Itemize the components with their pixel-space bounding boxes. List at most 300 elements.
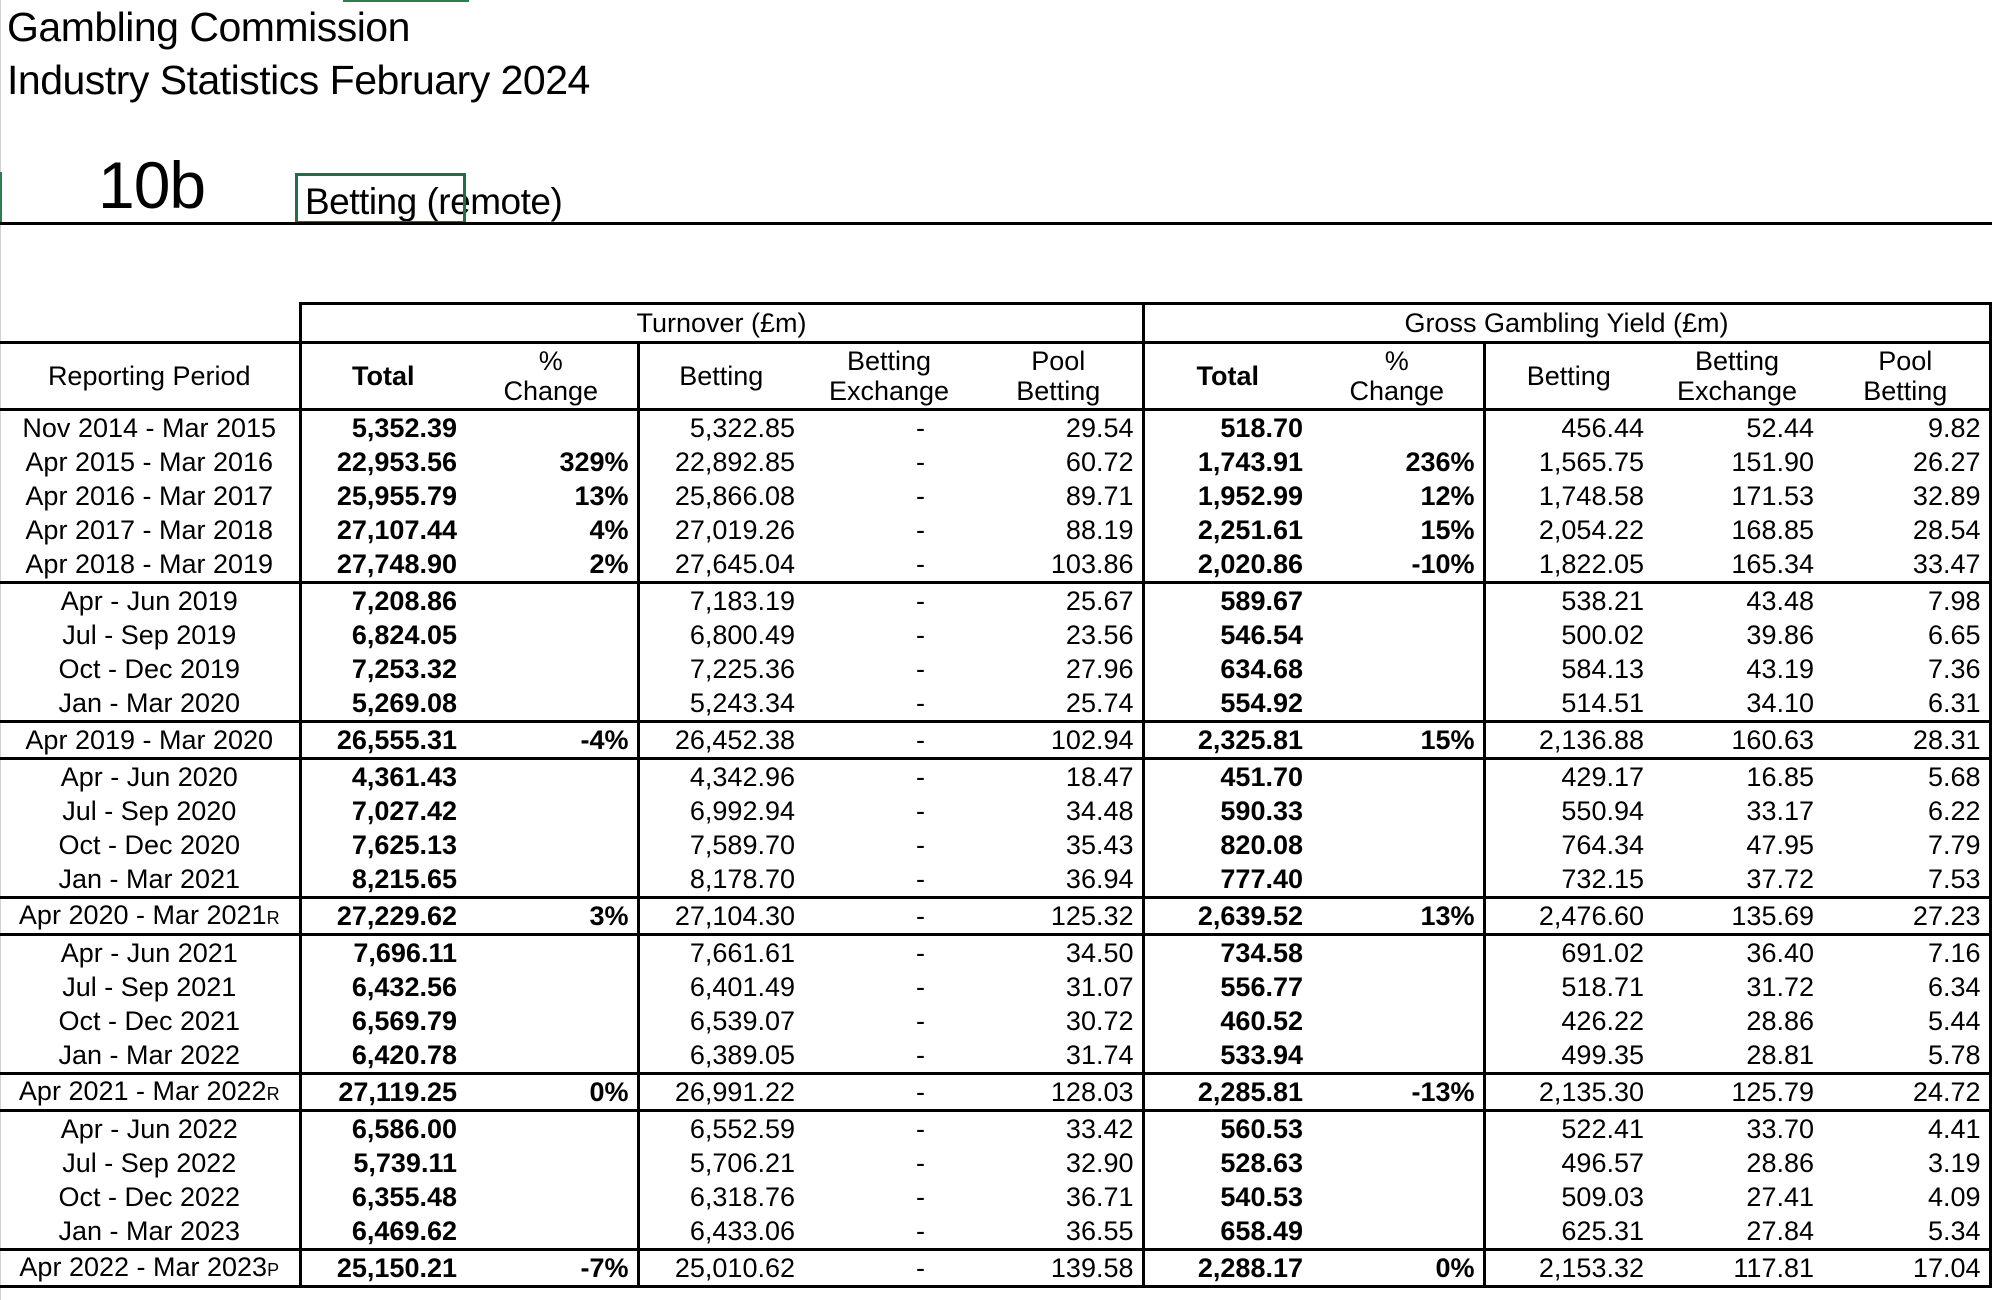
turnover-pct-cell[interactable] [465, 1038, 638, 1074]
ggy-betting-cell[interactable]: 522.41 [1484, 1111, 1652, 1147]
turnover-total-cell[interactable]: 22,953.56 [300, 445, 465, 479]
turnover-exchange-cell[interactable]: - [803, 759, 975, 795]
period-cell[interactable]: Apr - Jun 2021 [0, 935, 300, 971]
turnover-pool-cell[interactable]: 23.56 [975, 618, 1143, 652]
ggy-pool-cell[interactable]: 26.27 [1822, 445, 1990, 479]
turnover-pool-cell[interactable]: 27.96 [975, 652, 1143, 686]
ggy-exchange-cell[interactable]: 34.10 [1746, 688, 1814, 718]
ggy-exchange-header: Betting Exchange [1652, 343, 1822, 410]
ggy-total-cell[interactable]: 460.52 [1220, 1006, 1303, 1036]
turnover-betting-cell[interactable]: 5,706.21 [689, 1148, 795, 1178]
period-cell[interactable]: Jul - Sep 2021 [62, 972, 237, 1002]
ggy-total-cell[interactable]: 546.54 [1220, 620, 1303, 650]
ggy-pct-cell[interactable] [1311, 1180, 1484, 1214]
turnover-pct-cell[interactable]: 0% [465, 1074, 638, 1111]
turnover-exchange-cell[interactable]: - [803, 1250, 975, 1287]
turnover-pct-cell[interactable]: 329% [465, 445, 638, 479]
table-row [0, 828, 1990, 862]
period-cell[interactable]: Apr 2015 - Mar 2016 [25, 447, 274, 477]
ggy-pool-cell[interactable]: 4.41 [1822, 1111, 1990, 1147]
ggy-exchange-cell[interactable]: 39.86 [1746, 620, 1814, 650]
turnover-pct-cell[interactable]: 3% [465, 898, 638, 935]
turnover-pct-cell[interactable] [465, 652, 638, 686]
ggy-pct-cell[interactable]: -13% [1311, 1074, 1484, 1111]
turnover-pct-cell[interactable]: -7% [465, 1250, 638, 1287]
turnover-total-cell[interactable]: 6,355.48 [300, 1180, 465, 1214]
group-header-row [0, 304, 1990, 343]
turnover-pool-cell[interactable]: 34.50 [975, 935, 1143, 971]
ggy-pool-cell[interactable]: 7.98 [1822, 583, 1990, 619]
turnover-betting-cell[interactable]: 7,589.70 [689, 830, 795, 860]
table-row [0, 1146, 1990, 1180]
ggy-exchange-cell[interactable]: 135.69 [1652, 898, 1822, 935]
turnover-exchange-cell[interactable]: - [803, 1074, 975, 1111]
period-cell[interactable]: Oct - Dec 2022 [58, 1182, 241, 1212]
period-cell[interactable]: Jan - Mar 2022 [58, 1040, 241, 1070]
turnover-betting-cell[interactable]: 22,892.85 [674, 447, 795, 477]
turnover-pool-cell[interactable]: 36.71 [975, 1180, 1143, 1214]
turnover-total-cell[interactable]: 6,586.00 [300, 1111, 465, 1147]
turnover-betting-cell[interactable]: 6,433.06 [689, 1216, 795, 1246]
turnover-total-cell[interactable]: 7,696.11 [300, 935, 465, 971]
ggy-total-cell[interactable]: 820.08 [1220, 830, 1303, 860]
ggy-exchange-cell[interactable]: 36.40 [1652, 935, 1822, 971]
table-row [0, 722, 1990, 759]
turnover-pct-cell[interactable] [465, 1111, 638, 1147]
ggy-pct-cell[interactable]: 236% [1311, 445, 1484, 479]
turnover-pct-cell[interactable] [465, 828, 638, 862]
table-row [0, 759, 1990, 795]
period-cell[interactable]: Jul - Sep 2020 [62, 796, 237, 826]
turnover-pool-cell[interactable]: 35.43 [975, 828, 1143, 862]
ggy-betting-cell[interactable]: 584.13 [1561, 654, 1644, 684]
ggy-pct-cell[interactable]: 15% [1311, 513, 1484, 547]
ggy-pool-cell[interactable]: 32.89 [1822, 479, 1990, 513]
ggy-exchange-cell[interactable]: 27.84 [1746, 1216, 1814, 1246]
turnover-total-cell[interactable]: 6,432.56 [300, 970, 465, 1004]
ggy-exchange-cell[interactable]: 31.72 [1746, 972, 1814, 1002]
group-header-blank [0, 304, 300, 343]
turnover-pct-cell[interactable] [465, 410, 638, 446]
ggy-betting-cell[interactable]: 2,153.32 [1484, 1250, 1652, 1287]
ggy-pct-cell[interactable] [1311, 970, 1484, 1004]
ggy-pct-cell[interactable] [1311, 828, 1484, 862]
ggy-total-cell[interactable]: 556.77 [1220, 972, 1303, 1002]
turnover-exchange-cell[interactable]: - [916, 972, 925, 1002]
turnover-total-cell[interactable]: 5,352.39 [300, 410, 465, 446]
ggy-betting-cell[interactable]: 1,822.05 [1538, 549, 1644, 579]
turnover-total-header: Total [300, 343, 465, 410]
table-row [0, 970, 1990, 1004]
ggy-betting-cell[interactable]: 1,565.75 [1538, 447, 1644, 477]
turnover-total-cell[interactable]: 6,420.78 [300, 1038, 465, 1074]
period-cell[interactable]: Apr 2021 - Mar 2022R [0, 1074, 300, 1111]
ggy-exchange-cell[interactable]: 125.79 [1652, 1074, 1822, 1111]
selected-cell-outline[interactable] [295, 173, 466, 224]
ggy-betting-cell[interactable]: 691.02 [1484, 935, 1652, 971]
ggy-betting-cell[interactable]: 538.21 [1484, 583, 1652, 619]
ggy-betting-cell[interactable]: 732.15 [1561, 864, 1644, 894]
ggy-pct-cell[interactable]: -10% [1311, 547, 1484, 583]
period-cell[interactable]: Apr 2017 - Mar 2018 [25, 515, 274, 545]
ggy-pct-cell[interactable] [1311, 862, 1484, 898]
ggy-pool-cell[interactable]: 6.22 [1822, 794, 1990, 828]
ggy-pool-cell[interactable]: 7.53 [1822, 862, 1990, 898]
turnover-exchange-cell[interactable]: - [916, 796, 925, 826]
period-cell[interactable]: Apr 2018 - Mar 2019 [25, 549, 274, 579]
turnover-pool-cell[interactable]: 34.48 [975, 794, 1143, 828]
turnover-pool-cell[interactable]: 33.42 [975, 1111, 1143, 1147]
ggy-betting-cell[interactable]: 2,136.88 [1484, 722, 1652, 759]
ggy-pct-cell[interactable] [1311, 583, 1484, 619]
period-cell[interactable]: Apr 2019 - Mar 2020 [0, 722, 300, 759]
period-cell[interactable]: Apr 2016 - Mar 2017 [25, 481, 274, 511]
turnover-pct-cell[interactable] [465, 759, 638, 795]
ggy-total-cell[interactable]: 1,743.91 [1197, 447, 1303, 477]
period-cell[interactable]: Jul - Sep 2022 [62, 1148, 237, 1178]
ggy-total-cell[interactable]: 658.49 [1220, 1216, 1303, 1246]
ggy-pct-cell[interactable] [1311, 410, 1484, 446]
turnover-exchange-cell[interactable]: - [916, 1182, 925, 1212]
ggy-exchange-cell[interactable]: 47.95 [1746, 830, 1814, 860]
turnover-betting-cell[interactable]: 8,178.70 [689, 864, 795, 894]
turnover-exchange-cell[interactable]: - [916, 1216, 925, 1246]
turnover-betting-cell[interactable]: 27,104.30 [638, 898, 803, 935]
ggy-exchange-cell[interactable]: 28.86 [1746, 1006, 1814, 1036]
turnover-betting-cell[interactable]: 6,401.49 [689, 972, 795, 1002]
turnover-pool-cell[interactable]: 103.86 [975, 547, 1143, 583]
period-cell[interactable]: Jul - Sep 2019 [62, 620, 237, 650]
turnover-exchange-cell[interactable]: - [916, 1006, 925, 1036]
turnover-exchange-cell[interactable]: - [916, 515, 925, 545]
ggy-pct-cell[interactable]: 12% [1311, 479, 1484, 513]
table-row [0, 898, 1990, 935]
section-title: Betting (remote) [305, 181, 563, 222]
turnover-total-cell[interactable]: 5,269.08 [300, 686, 465, 722]
ggy-pct-cell[interactable] [1311, 1038, 1484, 1074]
ggy-total-cell[interactable]: 734.58 [1143, 935, 1311, 971]
turnover-betting-cell[interactable]: 5,243.34 [689, 688, 795, 718]
turnover-pct-cell[interactable] [465, 686, 638, 722]
period-cell[interactable]: Jan - Mar 2023 [58, 1216, 241, 1246]
turnover-betting-cell[interactable]: 7,183.19 [638, 583, 803, 619]
turnover-exchange-cell[interactable]: - [803, 1111, 975, 1147]
ggy-pool-cell[interactable]: 4.09 [1822, 1180, 1990, 1214]
turnover-pct-cell[interactable] [465, 583, 638, 619]
ggy-pct-cell[interactable]: 15% [1311, 722, 1484, 759]
period-cell[interactable]: Oct - Dec 2019 [58, 654, 241, 684]
column-header-highlight [343, 0, 469, 2]
ggy-exchange-cell[interactable]: 43.19 [1746, 654, 1814, 684]
ggy-total-cell[interactable]: 589.67 [1143, 583, 1311, 619]
table-code: 10b [98, 148, 206, 222]
turnover-exchange-cell[interactable]: - [803, 583, 975, 619]
turnover-exchange-cell[interactable]: - [916, 620, 925, 650]
period-cell[interactable]: Oct - Dec 2021 [58, 1006, 241, 1036]
turnover-betting-cell[interactable]: 7,225.36 [689, 654, 795, 684]
period-cell[interactable]: Apr 2022 - Mar 2023P [0, 1250, 300, 1287]
ggy-pool-cell[interactable]: 9.82 [1822, 410, 1990, 446]
ggy-pct-cell[interactable] [1311, 1004, 1484, 1038]
turnover-betting-cell[interactable]: 25,010.62 [638, 1250, 803, 1287]
turnover-total-cell[interactable]: 25,150.21 [300, 1250, 465, 1287]
turnover-exchange-cell[interactable]: - [916, 1040, 925, 1070]
ggy-pool-cell[interactable]: 24.72 [1822, 1074, 1990, 1111]
turnover-exchange-cell[interactable]: - [916, 830, 925, 860]
ggy-exchange-cell[interactable]: 33.17 [1746, 796, 1814, 826]
turnover-betting-cell[interactable]: 6,552.59 [638, 1111, 803, 1147]
ggy-exchange-cell[interactable]: 27.41 [1746, 1182, 1814, 1212]
turnover-total-cell[interactable]: 7,625.13 [300, 828, 465, 862]
table-row [0, 1180, 1990, 1214]
table-row [0, 1004, 1990, 1038]
ggy-pool-cell[interactable]: 33.47 [1822, 547, 1990, 583]
ggy-pool-cell[interactable]: 6.34 [1822, 970, 1990, 1004]
turnover-pool-cell[interactable]: 25.74 [975, 686, 1143, 722]
ggy-total-cell[interactable]: 1,952.99 [1197, 481, 1303, 511]
turnover-pool-cell[interactable]: 31.07 [975, 970, 1143, 1004]
ggy-total-cell[interactable]: 2,325.81 [1143, 722, 1311, 759]
ggy-pool-cell[interactable]: 7.36 [1822, 652, 1990, 686]
turnover-betting-cell[interactable]: 6,389.05 [689, 1040, 795, 1070]
turnover-pool-cell[interactable]: 36.55 [975, 1214, 1143, 1250]
turnover-betting-cell[interactable]: 6,800.49 [689, 620, 795, 650]
ggy-total-cell[interactable]: 2,251.61 [1197, 515, 1303, 545]
turnover-total-cell[interactable]: 6,469.62 [300, 1214, 465, 1250]
ggy-pct-cell[interactable] [1311, 1146, 1484, 1180]
turnover-total-cell[interactable]: 7,253.32 [300, 652, 465, 686]
turnover-total-cell[interactable]: 6,569.79 [300, 1004, 465, 1038]
turnover-total-cell[interactable]: 27,107.44 [300, 513, 465, 547]
turnover-pool-cell[interactable]: 32.90 [975, 1146, 1143, 1180]
ggy-exchange-cell[interactable]: 33.70 [1652, 1111, 1822, 1147]
table-body [0, 410, 1990, 1287]
ggy-pool-cell[interactable]: 5.68 [1822, 759, 1990, 795]
turnover-betting-cell[interactable]: 7,661.61 [638, 935, 803, 971]
ggy-betting-cell[interactable]: 625.31 [1561, 1216, 1644, 1246]
table-row [0, 479, 1990, 513]
turnover-betting-cell[interactable]: 5,322.85 [689, 413, 795, 443]
turnover-betting-cell[interactable]: 4,342.96 [638, 759, 803, 795]
ggy-total-cell[interactable]: 451.70 [1143, 759, 1311, 795]
ggy-exchange-cell[interactable]: 151.90 [1731, 447, 1814, 477]
turnover-pool-cell[interactable]: 102.94 [975, 722, 1143, 759]
ggy-pool-header: Pool Betting [1822, 343, 1990, 410]
ggy-pct-cell[interactable]: 0% [1311, 1250, 1484, 1287]
turnover-exchange-cell[interactable]: - [803, 722, 975, 759]
turnover-pct-cell[interactable]: 4% [465, 513, 638, 547]
turnover-pool-cell[interactable]: 89.71 [975, 479, 1143, 513]
ggy-pool-cell[interactable]: 6.65 [1822, 618, 1990, 652]
ggy-betting-cell[interactable]: 1,748.58 [1538, 481, 1644, 511]
period-cell[interactable]: Apr - Jun 2020 [0, 759, 300, 795]
turnover-pct-cell[interactable] [465, 618, 638, 652]
ggy-total-cell[interactable]: 533.94 [1220, 1040, 1303, 1070]
ggy-total-cell[interactable]: 528.63 [1220, 1148, 1303, 1178]
ggy-pool-cell[interactable]: 5.78 [1822, 1038, 1990, 1074]
ggy-pool-cell[interactable]: 6.31 [1822, 686, 1990, 722]
ggy-total-cell[interactable]: 2,285.81 [1143, 1074, 1311, 1111]
turnover-betting-cell[interactable]: 6,992.94 [689, 796, 795, 826]
ggy-pct-cell[interactable] [1311, 652, 1484, 686]
turnover-pct-cell[interactable]: 13% [465, 479, 638, 513]
ggy-betting-cell[interactable]: 496.57 [1561, 1148, 1644, 1178]
ggy-pool-cell[interactable]: 3.19 [1822, 1146, 1990, 1180]
turnover-pct-cell[interactable] [465, 1004, 638, 1038]
ggy-exchange-cell[interactable]: 43.48 [1652, 583, 1822, 619]
ggy-betting-cell[interactable]: 2,135.30 [1484, 1074, 1652, 1111]
turnover-pool-cell[interactable]: 128.03 [975, 1074, 1143, 1111]
ggy-pct-cell[interactable] [1311, 935, 1484, 971]
turnover-exchange-cell[interactable]: - [916, 688, 925, 718]
ggy-betting-cell[interactable]: 2,476.60 [1484, 898, 1652, 935]
ggy-pct-cell[interactable] [1311, 1111, 1484, 1147]
turnover-pool-cell[interactable]: 25.67 [975, 583, 1143, 619]
turnover-pct-cell[interactable]: -4% [465, 722, 638, 759]
turnover-exchange-cell[interactable]: - [916, 413, 925, 443]
turnover-exchange-cell[interactable]: - [916, 654, 925, 684]
turnover-betting-cell[interactable]: 27,019.26 [674, 515, 795, 545]
ggy-exchange-cell[interactable]: 117.81 [1652, 1250, 1822, 1287]
ggy-exchange-cell[interactable]: 28.86 [1746, 1148, 1814, 1178]
turnover-total-cell[interactable]: 8,215.65 [300, 862, 465, 898]
turnover-pool-cell[interactable]: 29.54 [975, 410, 1143, 446]
turnover-total-cell[interactable]: 5,739.11 [300, 1146, 465, 1180]
period-cell[interactable]: Jan - Mar 2021 [58, 864, 241, 894]
ggy-exchange-cell[interactable]: 28.81 [1746, 1040, 1814, 1070]
period-cell[interactable]: Jan - Mar 2020 [58, 688, 241, 718]
turnover-pct-cell[interactable]: 2% [465, 547, 638, 583]
turnover-exchange-cell[interactable]: - [803, 898, 975, 935]
revision-flag: R [266, 907, 280, 928]
ggy-total-cell[interactable]: 634.68 [1220, 654, 1303, 684]
ggy-pool-cell[interactable]: 5.34 [1822, 1214, 1990, 1250]
turnover-pool-cell[interactable]: 31.74 [975, 1038, 1143, 1074]
turnover-pool-cell[interactable]: 18.47 [975, 759, 1143, 795]
turnover-pool-cell[interactable]: 125.32 [975, 898, 1143, 935]
ggy-total-cell[interactable]: 518.70 [1220, 413, 1303, 443]
ggy-betting-cell[interactable]: 429.17 [1484, 759, 1652, 795]
turnover-betting-cell[interactable]: 26,991.22 [638, 1074, 803, 1111]
turnover-exchange-cell[interactable]: - [916, 864, 925, 894]
period-cell[interactable]: Apr 2020 - Mar 2021R [0, 898, 300, 935]
ggy-total-cell[interactable]: 554.92 [1220, 688, 1303, 718]
turnover-betting-cell[interactable]: 6,318.76 [689, 1182, 795, 1212]
turnover-pct-cell[interactable] [465, 862, 638, 898]
turnover-pool-cell[interactable]: 30.72 [975, 1004, 1143, 1038]
turnover-pct-cell[interactable] [465, 1146, 638, 1180]
ggy-betting-cell[interactable]: 456.44 [1561, 413, 1644, 443]
ggy-exchange-cell[interactable]: 160.63 [1652, 722, 1822, 759]
ggy-betting-cell[interactable]: 426.22 [1561, 1006, 1644, 1036]
ggy-exchange-cell[interactable]: 37.72 [1746, 864, 1814, 894]
turnover-pct-cell[interactable] [465, 1214, 638, 1250]
turnover-betting-cell[interactable]: 6,539.07 [689, 1006, 795, 1036]
turnover-exchange-cell[interactable]: - [803, 935, 975, 971]
turnover-pct-header: % Change [465, 343, 638, 410]
turnover-exchange-cell[interactable]: - [916, 481, 925, 511]
table-row [0, 513, 1990, 547]
turnover-total-cell[interactable]: 6,824.05 [300, 618, 465, 652]
turnover-pct-cell[interactable] [465, 970, 638, 1004]
turnover-total-cell[interactable]: 4,361.43 [300, 759, 465, 795]
period-cell[interactable]: Apr - Jun 2019 [0, 583, 300, 619]
ggy-pct-cell[interactable]: 13% [1311, 898, 1484, 935]
ggy-exchange-cell[interactable]: 168.85 [1731, 515, 1814, 545]
table-row [0, 1214, 1990, 1250]
ggy-pool-cell[interactable]: 28.31 [1822, 722, 1990, 759]
ggy-total-cell[interactable]: 777.40 [1220, 864, 1303, 894]
period-cell[interactable]: Nov 2014 - Mar 2015 [22, 413, 277, 443]
turnover-total-cell[interactable]: 7,208.86 [300, 583, 465, 619]
turnover-pool-cell[interactable]: 139.58 [975, 1250, 1143, 1287]
turnover-betting-cell[interactable]: 27,645.04 [674, 549, 795, 579]
ggy-total-cell[interactable]: 590.33 [1220, 796, 1303, 826]
ggy-pool-cell[interactable]: 17.04 [1822, 1250, 1990, 1287]
ggy-betting-cell[interactable]: 509.03 [1561, 1182, 1644, 1212]
ggy-betting-cell[interactable]: 764.34 [1561, 830, 1644, 860]
ggy-pct-cell[interactable] [1311, 686, 1484, 722]
turnover-pct-cell[interactable] [465, 935, 638, 971]
ggy-betting-cell[interactable]: 514.51 [1561, 688, 1644, 718]
turnover-total-cell[interactable]: 27,229.62 [300, 898, 465, 935]
ggy-pct-cell[interactable] [1311, 618, 1484, 652]
table-row [0, 547, 1990, 583]
ggy-total-cell[interactable]: 2,288.17 [1143, 1250, 1311, 1287]
ggy-exchange-cell[interactable]: 16.85 [1652, 759, 1822, 795]
ggy-betting-cell[interactable]: 518.71 [1561, 972, 1644, 1002]
turnover-pct-cell[interactable] [465, 1180, 638, 1214]
turnover-exchange-cell[interactable]: - [916, 1148, 925, 1178]
ggy-betting-cell[interactable]: 499.35 [1561, 1040, 1644, 1070]
turnover-pool-cell[interactable]: 88.19 [975, 513, 1143, 547]
ggy-exchange-cell[interactable]: 52.44 [1746, 413, 1814, 443]
period-cell[interactable]: Apr - Jun 2022 [0, 1111, 300, 1147]
ggy-pct-cell[interactable] [1311, 759, 1484, 795]
ggy-pool-cell[interactable]: 5.44 [1822, 1004, 1990, 1038]
turnover-pool-cell[interactable]: 36.94 [975, 862, 1143, 898]
ggy-exchange-cell[interactable]: 171.53 [1731, 481, 1814, 511]
turnover-exchange-cell[interactable]: - [916, 549, 925, 579]
ggy-exchange-cell[interactable]: 165.34 [1731, 549, 1814, 579]
turnover-total-cell[interactable]: 26,555.31 [300, 722, 465, 759]
period-cell[interactable]: Oct - Dec 2020 [58, 830, 241, 860]
ggy-total-cell[interactable]: 2,020.86 [1197, 549, 1303, 579]
ggy-total-cell[interactable]: 560.53 [1143, 1111, 1311, 1147]
ggy-pool-cell[interactable]: 7.79 [1822, 828, 1990, 862]
ggy-betting-cell[interactable]: 500.02 [1561, 620, 1644, 650]
turnover-betting-cell[interactable]: 26,452.38 [638, 722, 803, 759]
turnover-total-cell[interactable]: 27,748.90 [300, 547, 465, 583]
ggy-total-cell[interactable]: 540.53 [1220, 1182, 1303, 1212]
ggy-betting-cell[interactable]: 2,054.22 [1538, 515, 1644, 545]
ggy-betting-cell[interactable]: 550.94 [1561, 796, 1644, 826]
ggy-pool-cell[interactable]: 7.16 [1822, 935, 1990, 971]
ggy-group-header: Gross Gambling Yield (£m) [1143, 304, 1990, 343]
ggy-total-cell[interactable]: 2,639.52 [1143, 898, 1311, 935]
ggy-pct-cell[interactable] [1311, 1214, 1484, 1250]
turnover-total-cell[interactable]: 25,955.79 [300, 479, 465, 513]
turnover-total-cell[interactable]: 27,119.25 [300, 1074, 465, 1111]
ggy-pct-cell[interactable] [1311, 794, 1484, 828]
ggy-pool-cell[interactable]: 28.54 [1822, 513, 1990, 547]
turnover-pool-cell[interactable]: 60.72 [975, 445, 1143, 479]
turnover-pct-cell[interactable] [465, 794, 638, 828]
turnover-exchange-cell[interactable]: - [916, 447, 925, 477]
ggy-pool-cell[interactable]: 27.23 [1822, 898, 1990, 935]
turnover-total-cell[interactable]: 7,027.42 [300, 794, 465, 828]
turnover-betting-cell[interactable]: 25,866.08 [674, 481, 795, 511]
